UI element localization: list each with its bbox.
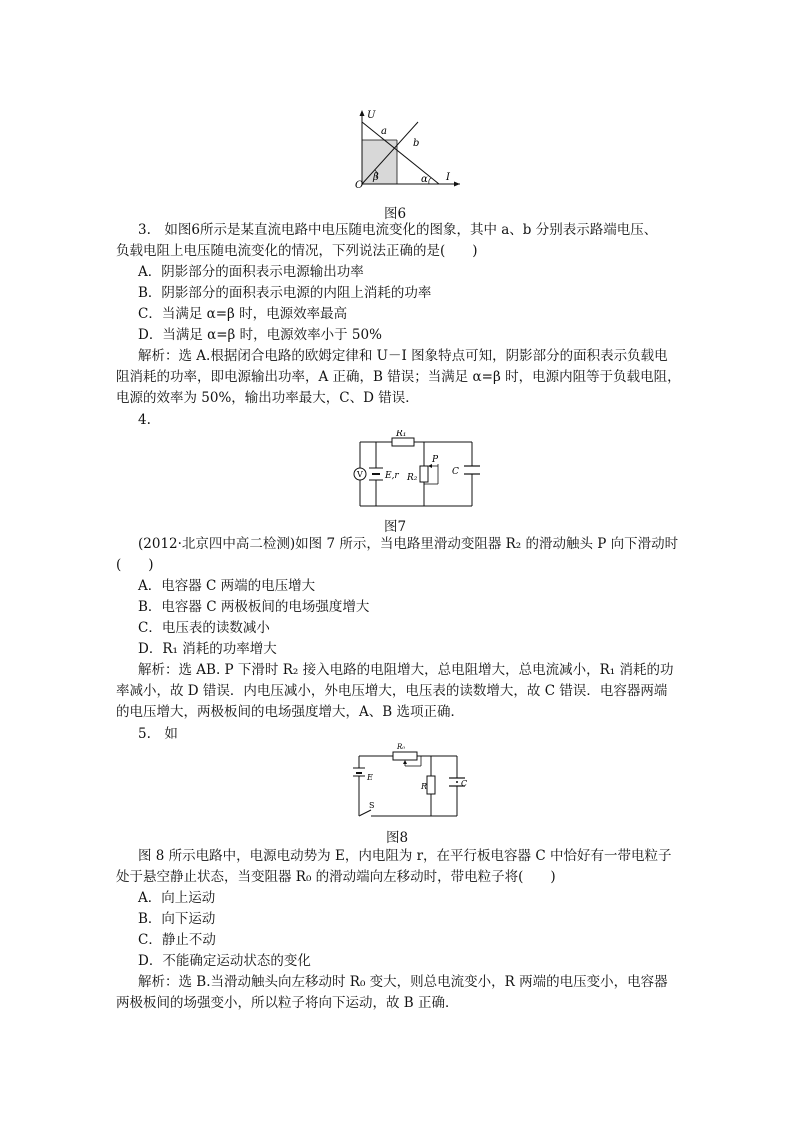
q4-option-b: B．电容器 C 两极板间的电场强度增大 [138,599,370,615]
slider-icon [403,760,407,764]
figure-7-caption: 图7 [384,519,407,535]
q3-option-a: A．阴影部分的面积表示电源输出功率 [138,264,364,280]
s-label: S [369,801,375,810]
alpha-label: α [421,174,428,185]
c-label: C [452,467,459,477]
u-label: U [367,110,376,121]
r1-label: R₁ [396,430,407,439]
q4-option-c: C．电压表的读数减小 [138,620,270,636]
q3-stem-line2: 负载电阻上电压随电流变化的情况，下列说法正确的是( ) [116,243,478,259]
r2-label: R₂ [407,473,418,483]
figure-7-circuit [340,430,480,512]
a-label: a [381,126,387,137]
p-label: P [432,455,439,465]
q4-stem-line1: (2012·北京四中高二检测)如图 7 所示，当电路里滑动变阻器 R₂ 的滑动触头 P 向下滑动时 [138,536,679,552]
resistor-r1 [392,438,414,446]
q3-stem-line1: 3. 如图6所示是某直流电路中电压随电流变化的图象，其中 a、b 分别表示路端电压、 [138,222,658,238]
q5-option-a: A．向上运动 [138,890,216,906]
q3-analysis-line2: 阻消耗的功率，即电源输出功率，A 正确，B 错误；当满足 α=β 时，电源内阻等于负载电阻， [116,369,681,385]
q4-analysis-line2: 率减小，故 D 错误．内电压减小，外电压增大，电压表的读数增大，故 C 错误．电容器两端 [116,683,668,699]
i-label: I [446,172,450,183]
r0-label: R₀ [397,743,406,751]
q5-stem-line1: 图 8 所示电路中，电源电动势为 E，内电阻为 r，在平行板电容器 C 中恰好有一带电粒子 [138,848,672,864]
q3-option-b: B．阴影部分的面积表示电源的内阻上消耗的功率 [138,285,432,301]
q3-option-c: C．当满足 α=β 时，电源效率最高 [138,306,348,322]
q4-option-d: D．R₁ 消耗的功率增大 [138,641,277,657]
q5-analysis-line2: 两极板间的场强变小，所以粒子将向下运动，故 B 正确． [116,995,459,1011]
q3-analysis-line1: 解析：选 A.根据闭合电路的欧姆定律和 U－I 图象特点可知，阴影部分的面积表示负载电 [138,348,668,364]
svg-text:V: V [357,470,363,479]
q5-option-d: D．不能确定运动状态的变化 [138,953,311,969]
rheostat-r2 [420,466,428,482]
figure-8-circuit [345,742,475,822]
origin-label: O [355,180,364,190]
figure-6-caption: 图6 [384,206,407,222]
q5-number: 5. 如 [138,726,178,742]
resistor-r [427,776,435,794]
q4-stem-line2: ( ) [116,557,154,573]
q4-analysis-line3: 的电压增大，两极板间的电场强度增大，A、B 选项正确． [116,704,464,720]
q3-option-d: D．当满足 α=β 时，电源效率小于 50% [138,327,382,343]
e-label: E [367,773,373,782]
figure-6-ui-graph [355,108,465,190]
q4-option-a: A．电容器 C 两端的电压增大 [138,578,316,594]
r-label: R [421,782,428,791]
rheostat-r0 [393,752,417,760]
q5-option-c: C．静止不动 [138,932,216,948]
q4-number: 4. [138,412,151,428]
beta-label: β [373,172,379,183]
figure-8-caption: 图8 [386,830,409,846]
q5-analysis-line1: 解析：选 B.当滑动触头向左移动时 R₀ 变大，则总电流变小，R 两端的电压变小，电容器 [138,974,668,990]
q4-analysis-line1: 解析：选 AB. P 下滑时 R₂ 接入电路的电阻增大，总电阻增大，总电流减小，R₁ 消耗的功 [138,662,674,678]
emf-label: E,r [385,471,399,481]
q3-analysis-line3: 电源的效率为 50%，输出功率最大，C、D 错误． [116,390,419,406]
c-label: C [461,779,468,788]
b-label: b [413,138,420,149]
q5-option-b: B．向下运动 [138,911,216,927]
shaded-area [362,140,397,184]
charged-particle-icon [456,781,458,783]
q5-stem-line2: 处于悬空静止状态，当变阻器 R₀ 的滑动端向左移动时，带电粒子将( ) [116,869,556,885]
